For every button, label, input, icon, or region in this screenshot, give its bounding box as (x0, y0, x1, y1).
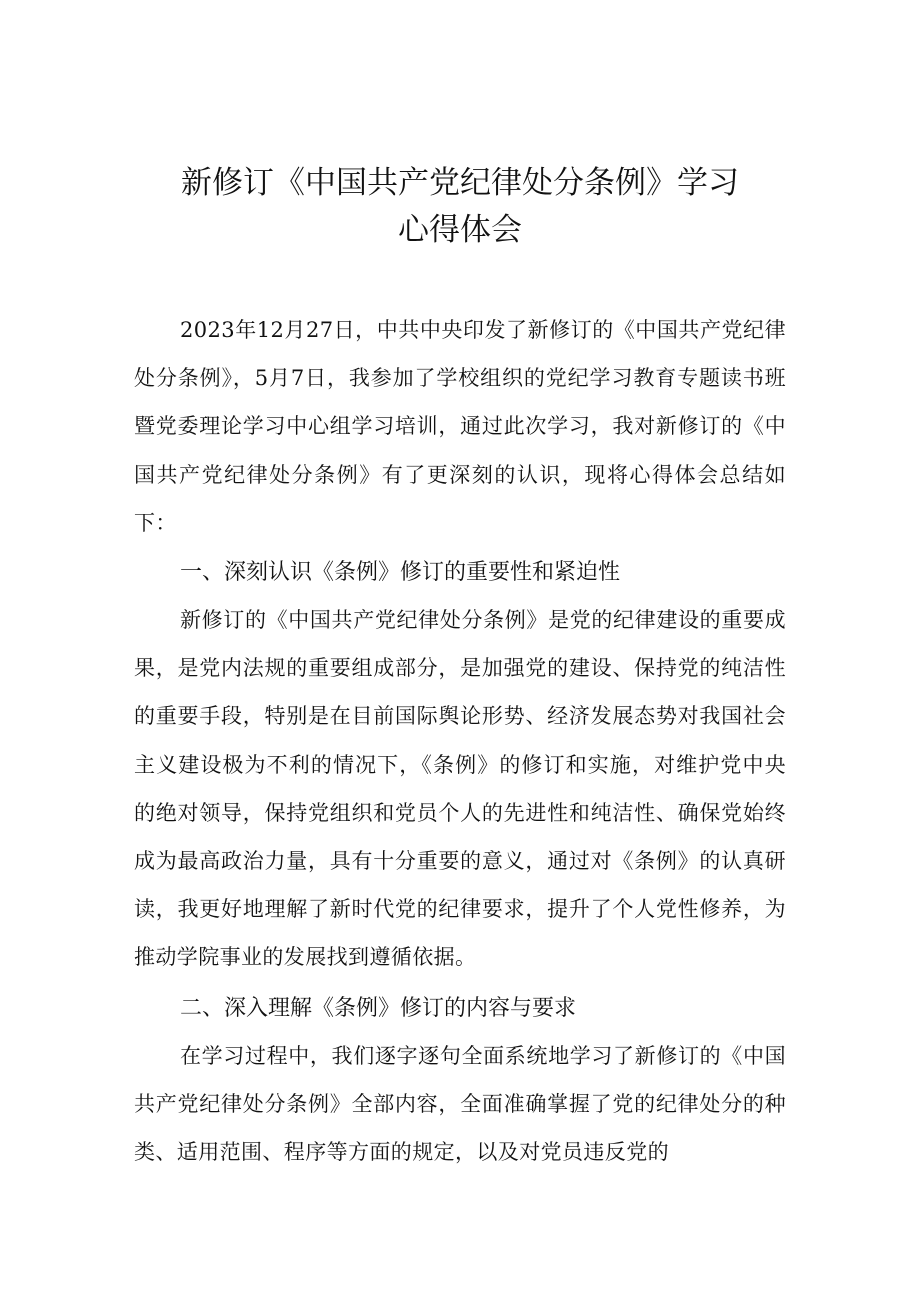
title-line-1: 新修订《中国共产党纪律处分条例》学习 (181, 165, 739, 201)
paragraph-section-1: 新修订的《中国共产党纪律处分条例》是党的纪律建设的重要成果，是党内法规的重要组成部分，是加强党的建设、保持党的纯洁性的重要手段，特别是在目前国际舆论形势、经济发展态势对我国社会主义建设极为不利的情况下，《条例》的修订和实施，对维护党中央的绝对领导，保持党组织和党员个人的先进性和纯洁性、确保党始终成为最高政治力量，具有十分重要的意义，通过对《条例》的认真研读，我更好地理解了新时代党的纪律要求，提升了个人党性修养，为推动学院事业的发展找到遵循依据。 (134, 608, 786, 970)
paragraph-intro: 2023年12月27日，中共中央印发了新修订的《中国共产党纪律处分条例》，5月7日，我参加了学校组织的党纪学习教育专题读书班暨党委理论学习中心组学习培训，通过此次学习，我对新修订的《中国共产党纪律处分条例》有了更深刻的认识，现将心得体会总结如下： (134, 318, 786, 535)
section-heading-1: 一、深刻认识《条例》修订的重要性和紧迫性 (180, 560, 621, 585)
document-title (0, 160, 920, 254)
paragraph-section-2: 在学习过程中，我们逐字逐句全面系统地学习了新修订的《中国共产党纪律处分条例》全部内容，全面准确掌握了党的纪律处分的种类、适用范围、程序等方面的规定，以及对党员违反党的 (134, 1044, 786, 1165)
title-line-2: 心得体会 (398, 212, 522, 248)
section-heading-2: 二、深入理解《条例》修订的内容与要求 (180, 996, 577, 1021)
